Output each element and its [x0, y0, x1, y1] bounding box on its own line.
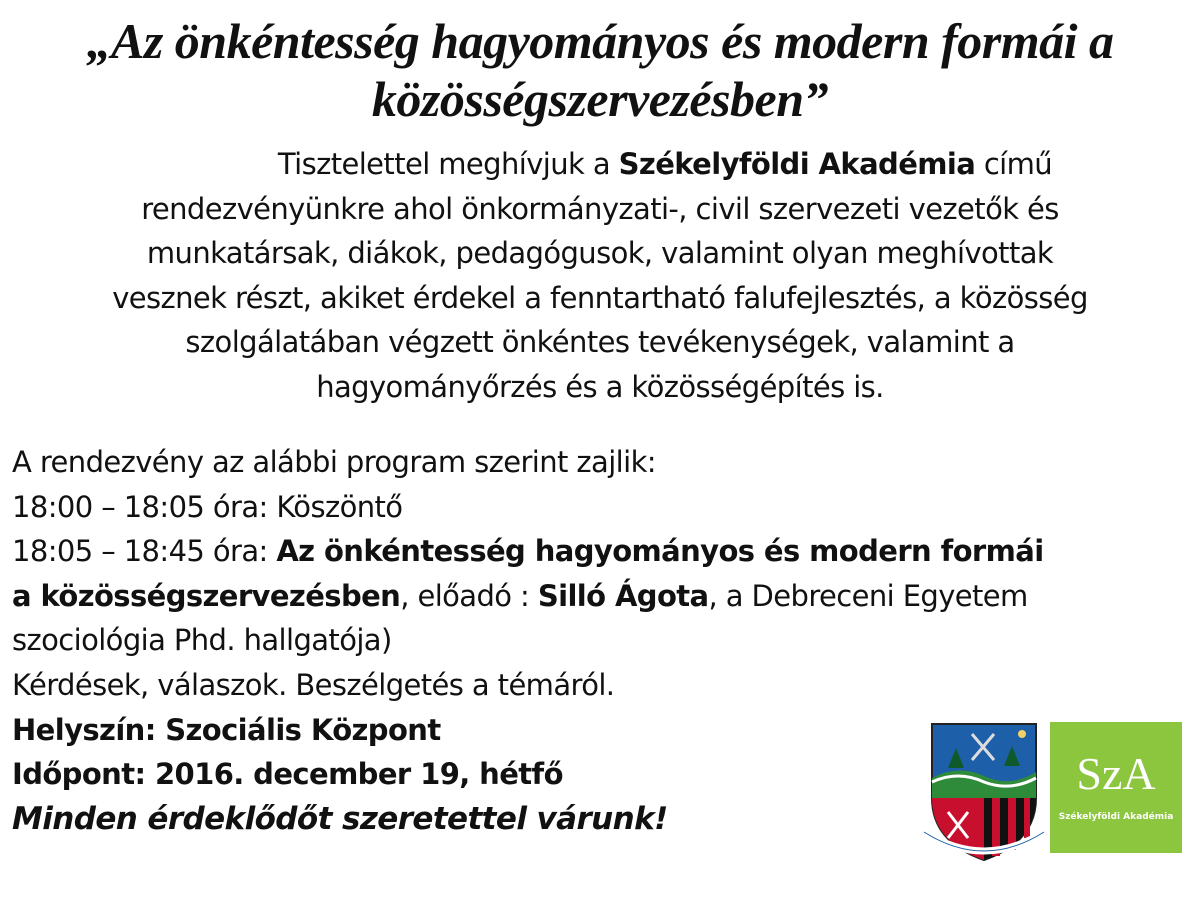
presenter-label: , előadó :	[400, 578, 538, 613]
intro-line-3: munkatársak, diákok, pedagógusok, valamint olyan meghívottak	[146, 236, 1054, 271]
intro-line-5: szolgálatában végzett önkéntes tevékenységek, valamint a	[185, 325, 1015, 360]
presenter-affiliation-1: , a Debreceni Egyetem	[708, 578, 1028, 613]
program-item-lecture	[12, 529, 1182, 574]
szekelyfoldi-akademia-logo	[1050, 722, 1182, 853]
intro-line-6: hagyományőrzés és a közösségépítés is.	[316, 369, 884, 404]
program-item-lecture-cont	[12, 574, 1182, 619]
intro-lead: Tisztelettel meghívjuk a	[277, 147, 619, 181]
closing-line: Minden érdeklődőt szeretettel várunk!	[12, 800, 668, 837]
lecture-title-part-2: a közösségszervezésben	[12, 578, 401, 613]
event-date: Időpont: 2016. december 19, hétfő	[12, 757, 563, 792]
organization-name: Székelyföldi Akadémia	[618, 147, 976, 181]
event-location: Helyszín: Szociális Központ	[12, 712, 441, 747]
sza-mark: SzA	[1076, 748, 1156, 799]
intro-after-org: című	[975, 147, 1053, 181]
intro-line-4: vesznek részt, akiket érdekel a fenntartható falufejlesztés, a közösség	[112, 280, 1088, 315]
lecture-title-part-1: Az önkéntesség hagyományos és modern formái	[276, 534, 1044, 569]
intro-line-2: rendezvényünkre ahol önkormányzati-, civil szervezeti vezetők és	[141, 191, 1059, 226]
program-heading: A rendezvény az alábbi program szerint zajlik:	[12, 445, 656, 479]
presenter-name: Silló Ágota	[537, 578, 709, 613]
program-item-welcome: 18:00 – 18:05 óra: Köszöntő	[12, 489, 403, 524]
lecture-time: 18:05 – 18:45 óra:	[12, 534, 277, 569]
coat-of-arms-logo	[918, 720, 1050, 866]
intro-paragraph	[0, 142, 1200, 410]
title-line-1: „Az önkéntesség hagyományos és modern formái a	[86, 13, 1114, 69]
sza-name: Székelyföldi Akadémia	[1058, 812, 1174, 822]
presenter-affiliation-2: szociológia Phd. hallgatója)	[12, 623, 392, 658]
program-item-qa: Kérdések, válaszok. Beszélgetés a témáról.	[12, 667, 615, 702]
intro-line-1	[0, 142, 1200, 187]
title-line-2: közösségszervezésben”	[371, 71, 829, 127]
invitation-title	[0, 12, 1200, 128]
